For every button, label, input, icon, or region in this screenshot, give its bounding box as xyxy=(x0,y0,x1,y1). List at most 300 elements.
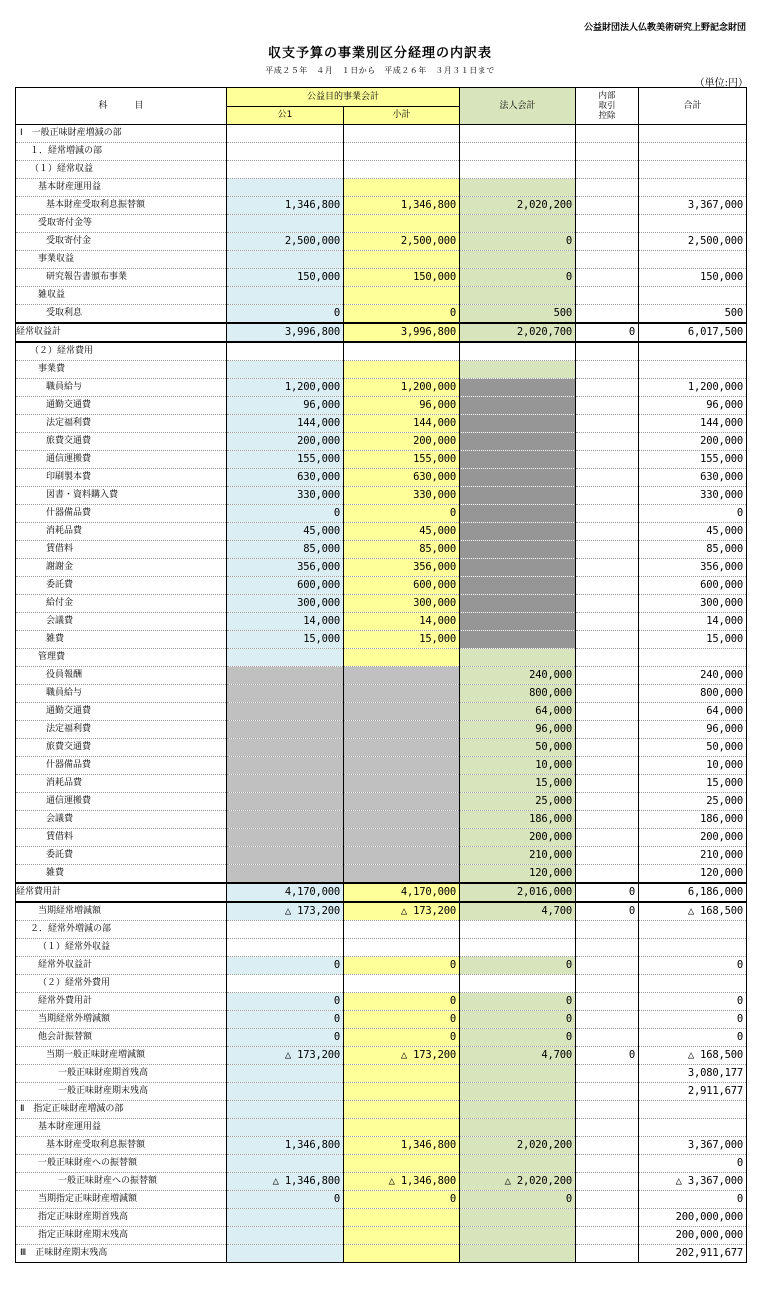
cell-pub1 xyxy=(227,649,344,667)
cell-pub1: 0 xyxy=(227,1029,344,1047)
table-body xyxy=(16,125,747,1263)
table-row xyxy=(16,197,747,215)
cell-corporate xyxy=(460,251,576,269)
cell-corporate xyxy=(460,397,576,415)
header-subtotal: 小計 xyxy=(344,107,460,125)
table-row xyxy=(16,577,747,595)
cell-elimination xyxy=(576,179,639,197)
row-label: 通勤交通費 xyxy=(16,397,227,415)
cell-subtotal xyxy=(344,361,460,379)
row-label: 当期経常外増減額 xyxy=(16,1011,227,1029)
table-row xyxy=(16,721,747,739)
row-label: Ⅰ 一般正味財産増減の部 xyxy=(16,125,227,143)
table-row xyxy=(16,215,747,233)
cell-total: 0 xyxy=(639,1155,747,1173)
cell-total: 186,000 xyxy=(639,811,747,829)
cell-total: 1,200,000 xyxy=(639,379,747,397)
table-row xyxy=(16,811,747,829)
cell-corporate xyxy=(460,1119,576,1137)
row-label: 委託費 xyxy=(16,847,227,865)
cell-total: 200,000,000 xyxy=(639,1209,747,1227)
cell-subtotal: 3,996,800 xyxy=(344,323,460,342)
cell-subtotal: 45,000 xyxy=(344,523,460,541)
cell-total: △ 3,367,000 xyxy=(639,1173,747,1191)
cell-subtotal: 1,346,800 xyxy=(344,1137,460,1155)
cell-subtotal: 150,000 xyxy=(344,269,460,287)
table-row xyxy=(16,323,747,342)
cell-elimination: 0 xyxy=(576,902,639,921)
table-row xyxy=(16,775,747,793)
row-label: 一般正味財産への振替額 xyxy=(16,1173,227,1191)
cell-subtotal: △ 1,346,800 xyxy=(344,1173,460,1191)
cell-subtotal xyxy=(344,703,460,721)
cell-total: 240,000 xyxy=(639,667,747,685)
cell-pub1 xyxy=(227,847,344,865)
table-row xyxy=(16,939,747,957)
cell-elimination xyxy=(576,939,639,957)
cell-subtotal xyxy=(344,215,460,233)
cell-pub1: △ 1,346,800 xyxy=(227,1173,344,1191)
cell-corporate xyxy=(460,469,576,487)
cell-pub1 xyxy=(227,1155,344,1173)
cell-pub1 xyxy=(227,685,344,703)
row-label: ２．経常外増減の部 xyxy=(16,921,227,939)
cell-pub1: 1,346,800 xyxy=(227,197,344,215)
cell-pub1: 0 xyxy=(227,505,344,523)
cell-pub1 xyxy=(227,179,344,197)
cell-total: 96,000 xyxy=(639,397,747,415)
cell-corporate xyxy=(460,415,576,433)
cell-subtotal: 0 xyxy=(344,305,460,324)
table-row xyxy=(16,1191,747,1209)
cell-corporate xyxy=(460,649,576,667)
row-label: 通勤交通費 xyxy=(16,703,227,721)
table-row xyxy=(16,433,747,451)
cell-elimination xyxy=(576,993,639,1011)
cell-subtotal: △ 173,200 xyxy=(344,902,460,921)
table-row xyxy=(16,1029,747,1047)
cell-corporate: 25,000 xyxy=(460,793,576,811)
table-row xyxy=(16,902,747,921)
cell-elimination xyxy=(576,685,639,703)
table-row xyxy=(16,233,747,251)
cell-corporate xyxy=(460,939,576,957)
cell-total: 45,000 xyxy=(639,523,747,541)
cell-pub1 xyxy=(227,793,344,811)
cell-elimination xyxy=(576,811,639,829)
cell-corporate: 4,700 xyxy=(460,1047,576,1065)
table-row xyxy=(16,1227,747,1245)
row-label: 他会計振替額 xyxy=(16,1029,227,1047)
cell-pub1: 155,000 xyxy=(227,451,344,469)
cell-total: 144,000 xyxy=(639,415,747,433)
cell-total: 0 xyxy=(639,957,747,975)
cell-subtotal xyxy=(344,921,460,939)
row-label: 旅費交通費 xyxy=(16,739,227,757)
organization-name: 公益財団法人仏教美術研究上野記念財団 xyxy=(583,23,746,33)
table-row xyxy=(16,865,747,884)
cell-total: 210,000 xyxy=(639,847,747,865)
cell-corporate xyxy=(460,361,576,379)
cell-pub1 xyxy=(227,1065,344,1083)
cell-subtotal xyxy=(344,865,460,884)
cell-elimination xyxy=(576,1101,639,1119)
cell-total: 2,500,000 xyxy=(639,233,747,251)
cell-subtotal: 0 xyxy=(344,993,460,1011)
cell-total: 150,000 xyxy=(639,269,747,287)
cell-subtotal xyxy=(344,757,460,775)
cell-corporate xyxy=(460,1245,576,1263)
cell-elimination xyxy=(576,541,639,559)
cell-pub1 xyxy=(227,1083,344,1101)
row-label: 経常外収益計 xyxy=(16,957,227,975)
cell-corporate: 2,016,000 xyxy=(460,883,576,902)
header-total: 合計 xyxy=(639,88,747,125)
cell-corporate: 240,000 xyxy=(460,667,576,685)
cell-pub1: 600,000 xyxy=(227,577,344,595)
cell-pub1: △ 173,200 xyxy=(227,902,344,921)
cell-total xyxy=(639,361,747,379)
cell-pub1 xyxy=(227,757,344,775)
row-label: 指定正味財産期末残高 xyxy=(16,1227,227,1245)
row-label: 謝謝金 xyxy=(16,559,227,577)
row-label: （２）経常外費用 xyxy=(16,975,227,993)
cell-corporate: 2,020,200 xyxy=(460,1137,576,1155)
cell-corporate xyxy=(460,215,576,233)
row-label: 旅費交通費 xyxy=(16,433,227,451)
table-row xyxy=(16,739,747,757)
cell-total: 85,000 xyxy=(639,541,747,559)
table-row xyxy=(16,143,747,161)
table-row xyxy=(16,1209,747,1227)
cell-subtotal xyxy=(344,775,460,793)
cell-pub1: 630,000 xyxy=(227,469,344,487)
row-label: 消耗品費 xyxy=(16,523,227,541)
table-row xyxy=(16,487,747,505)
cell-subtotal: 330,000 xyxy=(344,487,460,505)
table-row xyxy=(16,505,747,523)
table-row xyxy=(16,1245,747,1263)
table-row xyxy=(16,793,747,811)
row-label: 受取寄付金 xyxy=(16,233,227,251)
table-row xyxy=(16,883,747,902)
cell-subtotal xyxy=(344,939,460,957)
cell-elimination xyxy=(576,233,639,251)
cell-total: 0 xyxy=(639,1011,747,1029)
cell-elimination xyxy=(576,847,639,865)
cell-total xyxy=(639,251,747,269)
cell-elimination xyxy=(576,1209,639,1227)
cell-total: 0 xyxy=(639,1191,747,1209)
cell-total xyxy=(639,939,747,957)
cell-total: 2,911,677 xyxy=(639,1083,747,1101)
cell-elimination xyxy=(576,957,639,975)
cell-total: 14,000 xyxy=(639,613,747,631)
cell-pub1 xyxy=(227,865,344,884)
cell-elimination xyxy=(576,703,639,721)
cell-corporate xyxy=(460,451,576,469)
cell-elimination xyxy=(576,342,639,361)
table-row xyxy=(16,379,747,397)
cell-pub1 xyxy=(227,939,344,957)
cell-elimination xyxy=(576,251,639,269)
table-row xyxy=(16,847,747,865)
cell-subtotal: 155,000 xyxy=(344,451,460,469)
cell-subtotal: △ 173,200 xyxy=(344,1047,460,1065)
cell-pub1 xyxy=(227,125,344,143)
cell-elimination xyxy=(576,975,639,993)
cell-corporate xyxy=(460,342,576,361)
cell-total: 200,000,000 xyxy=(639,1227,747,1245)
table-row xyxy=(16,342,747,361)
table-row xyxy=(16,1137,747,1155)
cell-total: 0 xyxy=(639,993,747,1011)
cell-corporate: 0 xyxy=(460,1029,576,1047)
cell-corporate xyxy=(460,1083,576,1101)
cell-corporate xyxy=(460,125,576,143)
cell-pub1 xyxy=(227,1209,344,1227)
cell-elimination xyxy=(576,613,639,631)
cell-pub1: 0 xyxy=(227,305,344,324)
table-row xyxy=(16,829,747,847)
cell-total: 155,000 xyxy=(639,451,747,469)
row-label: 職員給与 xyxy=(16,379,227,397)
cell-elimination xyxy=(576,433,639,451)
cell-corporate: 96,000 xyxy=(460,721,576,739)
cell-subtotal: 4,170,000 xyxy=(344,883,460,902)
cell-pub1: 1,200,000 xyxy=(227,379,344,397)
cell-pub1: 200,000 xyxy=(227,433,344,451)
cell-pub1 xyxy=(227,342,344,361)
cell-corporate xyxy=(460,1155,576,1173)
cell-elimination xyxy=(576,469,639,487)
cell-elimination xyxy=(576,1227,639,1245)
cell-corporate: 4,700 xyxy=(460,902,576,921)
cell-total xyxy=(639,921,747,939)
cell-corporate xyxy=(460,379,576,397)
cell-pub1 xyxy=(227,251,344,269)
cell-pub1 xyxy=(227,921,344,939)
row-label: （２）経常費用 xyxy=(16,342,227,361)
cell-corporate: 186,000 xyxy=(460,811,576,829)
cell-pub1 xyxy=(227,775,344,793)
cell-total: 3,367,000 xyxy=(639,197,747,215)
cell-corporate: 0 xyxy=(460,1011,576,1029)
cell-elimination xyxy=(576,523,639,541)
cell-pub1: 14,000 xyxy=(227,613,344,631)
cell-corporate xyxy=(460,487,576,505)
row-label: 会議費 xyxy=(16,613,227,631)
cell-corporate xyxy=(460,143,576,161)
cell-pub1: 0 xyxy=(227,957,344,975)
cell-pub1: 15,000 xyxy=(227,631,344,649)
row-label: 図書・資料購入費 xyxy=(16,487,227,505)
row-label: 当期指定正味財産増減額 xyxy=(16,1191,227,1209)
cell-elimination xyxy=(576,1011,639,1029)
cell-elimination xyxy=(576,865,639,884)
cell-pub1 xyxy=(227,161,344,179)
row-label: 雑収益 xyxy=(16,287,227,305)
cell-corporate: △ 2,020,200 xyxy=(460,1173,576,1191)
cell-elimination xyxy=(576,1029,639,1047)
cell-corporate xyxy=(460,505,576,523)
cell-subtotal: 85,000 xyxy=(344,541,460,559)
cell-subtotal: 144,000 xyxy=(344,415,460,433)
header-corporate: 法人会計 xyxy=(460,88,576,125)
cell-subtotal xyxy=(344,143,460,161)
cell-subtotal xyxy=(344,721,460,739)
cell-pub1: 0 xyxy=(227,1191,344,1209)
cell-subtotal: 356,000 xyxy=(344,559,460,577)
cell-pub1: 0 xyxy=(227,993,344,1011)
row-label: 会議費 xyxy=(16,811,227,829)
cell-elimination xyxy=(576,305,639,324)
cell-corporate xyxy=(460,559,576,577)
cell-subtotal: 200,000 xyxy=(344,433,460,451)
cell-total: 800,000 xyxy=(639,685,747,703)
cell-total: 202,911,677 xyxy=(639,1245,747,1263)
cell-elimination xyxy=(576,921,639,939)
header-item: 科 目 xyxy=(16,88,227,125)
cell-corporate: 210,000 xyxy=(460,847,576,865)
cell-subtotal xyxy=(344,685,460,703)
row-label: 受取利息 xyxy=(16,305,227,324)
cell-elimination xyxy=(576,143,639,161)
table-row xyxy=(16,541,747,559)
cell-elimination xyxy=(576,215,639,233)
cell-pub1: 150,000 xyxy=(227,269,344,287)
cell-pub1 xyxy=(227,811,344,829)
table-row xyxy=(16,179,747,197)
cell-total xyxy=(639,143,747,161)
cell-elimination xyxy=(576,595,639,613)
cell-subtotal: 600,000 xyxy=(344,577,460,595)
table-row xyxy=(16,1011,747,1029)
cell-subtotal xyxy=(344,1227,460,1245)
row-label: 経常収益計 xyxy=(16,323,227,342)
cell-total xyxy=(639,649,747,667)
cell-elimination xyxy=(576,793,639,811)
cell-corporate xyxy=(460,541,576,559)
cell-subtotal xyxy=(344,811,460,829)
cell-corporate xyxy=(460,631,576,649)
cell-total: 50,000 xyxy=(639,739,747,757)
cell-corporate xyxy=(460,595,576,613)
cell-total: 600,000 xyxy=(639,577,747,595)
row-label: 当期一般正味財産増減額 xyxy=(16,1047,227,1065)
cell-subtotal: 0 xyxy=(344,1191,460,1209)
cell-subtotal xyxy=(344,1065,460,1083)
cell-corporate xyxy=(460,1209,576,1227)
row-label: 通信運搬費 xyxy=(16,793,227,811)
table-row xyxy=(16,1101,747,1119)
cell-pub1 xyxy=(227,143,344,161)
cell-elimination xyxy=(576,1191,639,1209)
cell-corporate: 64,000 xyxy=(460,703,576,721)
cell-elimination xyxy=(576,1065,639,1083)
cell-total: 120,000 xyxy=(639,865,747,884)
table-row xyxy=(16,1119,747,1137)
cell-pub1: 96,000 xyxy=(227,397,344,415)
row-label: 雑費 xyxy=(16,631,227,649)
table-row xyxy=(16,993,747,1011)
cell-total xyxy=(639,287,747,305)
cell-pub1 xyxy=(227,1101,344,1119)
unit-label: （単位:円） xyxy=(694,78,748,89)
cell-subtotal xyxy=(344,251,460,269)
cell-corporate xyxy=(460,161,576,179)
cell-total: 6,017,500 xyxy=(639,323,747,342)
cell-elimination xyxy=(576,829,639,847)
cell-corporate: 50,000 xyxy=(460,739,576,757)
table-row xyxy=(16,361,747,379)
cell-total: 500 xyxy=(639,305,747,324)
cell-subtotal: 15,000 xyxy=(344,631,460,649)
table-row xyxy=(16,757,747,775)
cell-corporate: 0 xyxy=(460,957,576,975)
cell-subtotal xyxy=(344,342,460,361)
row-label: 印刷製本費 xyxy=(16,469,227,487)
header-pub1: 公1 xyxy=(227,107,344,125)
table-row xyxy=(16,305,747,324)
cell-subtotal xyxy=(344,793,460,811)
cell-elimination: 0 xyxy=(576,883,639,902)
cell-corporate: 10,000 xyxy=(460,757,576,775)
cell-elimination xyxy=(576,161,639,179)
row-label: 基本財産受取利息振替額 xyxy=(16,1137,227,1155)
cell-subtotal xyxy=(344,829,460,847)
table-row xyxy=(16,1083,747,1101)
cell-elimination xyxy=(576,1119,639,1137)
cell-pub1 xyxy=(227,721,344,739)
cell-subtotal xyxy=(344,125,460,143)
table-row xyxy=(16,251,747,269)
cell-pub1: 4,170,000 xyxy=(227,883,344,902)
cell-corporate xyxy=(460,975,576,993)
cell-total: 330,000 xyxy=(639,487,747,505)
cell-total: 3,367,000 xyxy=(639,1137,747,1155)
table-row xyxy=(16,287,747,305)
cell-elimination xyxy=(576,487,639,505)
cell-subtotal: 0 xyxy=(344,1011,460,1029)
cell-total xyxy=(639,125,747,143)
cell-subtotal: 1,200,000 xyxy=(344,379,460,397)
cell-total: 356,000 xyxy=(639,559,747,577)
header-elimination: 内部 取引 控除 xyxy=(576,88,639,125)
row-label: 什器備品費 xyxy=(16,757,227,775)
row-label: １．経常増減の部 xyxy=(16,143,227,161)
cell-subtotal xyxy=(344,1083,460,1101)
table-row xyxy=(16,397,747,415)
cell-elimination xyxy=(576,559,639,577)
row-label: 職員給与 xyxy=(16,685,227,703)
table-row xyxy=(16,269,747,287)
row-label: 一般正味財産期首残高 xyxy=(16,1065,227,1083)
row-label: 指定正味財産期首残高 xyxy=(16,1209,227,1227)
cell-elimination xyxy=(576,775,639,793)
row-label: 研究報告書頒布事業 xyxy=(16,269,227,287)
cell-pub1 xyxy=(227,361,344,379)
cell-subtotal xyxy=(344,667,460,685)
cell-total: 300,000 xyxy=(639,595,747,613)
row-label: 給付金 xyxy=(16,595,227,613)
page-title: 収支予算の事業別区分経理の内訳表 xyxy=(267,46,492,61)
fiscal-period: 平成２５年 ４月 １日から 平成２６年 ３月３１日まで xyxy=(265,66,495,75)
cell-corporate: 120,000 xyxy=(460,865,576,884)
cell-subtotal xyxy=(344,161,460,179)
cell-corporate xyxy=(460,179,576,197)
cell-pub1: 85,000 xyxy=(227,541,344,559)
